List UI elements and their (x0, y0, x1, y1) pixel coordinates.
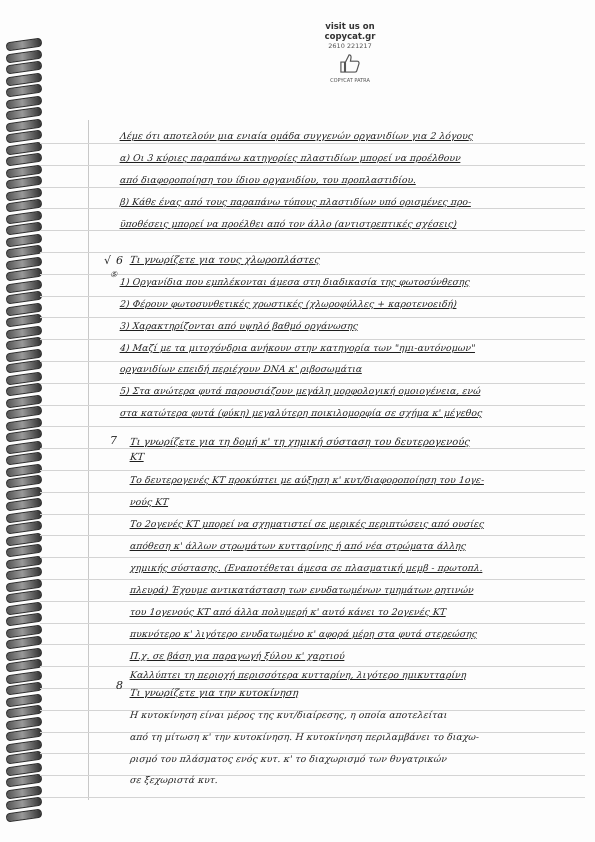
text-line: πυκνότερο κ' λιγότερο ενυδατωμένο κ' αφορά μέρη στα φυτά στερεώσης (129, 629, 478, 640)
ruled-line (40, 143, 585, 144)
ruled-line (40, 666, 585, 667)
ruled-line (40, 775, 585, 776)
text-line: οργανιδίων επειδή περιέχουν DNA κ' ριβοσωμάτια (119, 364, 363, 375)
ruled-line (40, 296, 585, 297)
q6-number: 6 (116, 254, 123, 267)
stamp-phone: 2610 221217 (328, 42, 372, 50)
text-line: στα κατώτερα φυτά (φύκη) μεγαλύτερη ποικιλομορφία σε σχήμα κ' μέγεθος (119, 408, 483, 419)
question-6-title: Τι γνωρίζετε για τους χλωροπλάστες (129, 255, 321, 266)
ruled-line (40, 448, 585, 449)
text-line: νούς ΚΤ (129, 497, 170, 508)
ruled-line (40, 644, 585, 645)
text-line: χημικής σύστασης. (Εναποτέθεται άμεσα σε πλασματική μεμβ - πρωτοπλ. (129, 563, 484, 574)
text-line: πλευρά) Έχουμε αντικατάσταση των ενυδατωμένων τμημάτων ρητινών (129, 585, 475, 596)
q7-number: 7 (110, 434, 117, 447)
text-line: ϋποθέσεις μπορεί να προέλθει από τον άλλο (αντιστρεπτικές σχέσεις) (119, 219, 458, 230)
spiral-ring (6, 808, 43, 822)
text-line: β) Κάθε ένας από τους παραπάνω τύπους πλαστιδίων υπό ορισμένες προ- (119, 197, 472, 208)
q6-circle-mark: ⑤ (110, 270, 118, 279)
ruled-line (40, 426, 585, 427)
text-line: 4) Μαζί με τα μιτοχόνδρια ανήκουν στην κατηγορία των "ημι-αυτόνομων" (119, 343, 476, 354)
copycat-stamp (318, 22, 382, 84)
text-line: Το δευτερογενές ΚΤ προκύπτει με αύξηση κ' κυτ/διαφοροποίηση του 1ογε- (129, 475, 485, 486)
ruled-line (40, 208, 585, 209)
text-line: από διαφοροποίηση του ίδιου οργανιδίου, του προπλαστιδίου. (119, 175, 417, 186)
text-line: του 1ογενούς ΚΤ από άλλα πολυμερή κ' αυτό κάνει το 2ογενές ΚΤ (129, 607, 447, 618)
text-line: α) Οι 3 κύριες παραπάνω κατηγορίες πλαστιδίων μπορεί να προέλθουν (119, 153, 462, 164)
q6-check-mark: √ (104, 254, 112, 267)
text-line: Καλλύπτει τη περιοχή περισσότερα κυτταρίνη, λιγότερο ημικυτταρίνη (129, 670, 467, 681)
ruled-line (40, 579, 585, 580)
text-line: 1) Οργανίδια που εμπλέκονται άμεσα στη διαδικασία της φωτοσύνθεσης (119, 277, 471, 288)
text-line: 2) Φέρουν φωτοσυνθετικές χρωστικές (χλωροφύλλες + καροτενοειδή) (119, 299, 458, 310)
text-line: σε ξεχωριστά κυτ. (129, 775, 219, 786)
ruled-line (40, 317, 585, 318)
ruled-line (40, 339, 585, 340)
ruled-line (40, 361, 585, 362)
q8-number: 8 (116, 679, 123, 692)
text-line: Π.χ. σε βάση για παραγωγή ξύλου κ' χαρτιού (129, 651, 346, 662)
question-8-title: Τι γνωρίζετε για την κυτοκίνηση (129, 688, 300, 699)
text-line: 3) Χαρακτηρίζονται από υψηλό βαθμό οργάνωσης (119, 321, 359, 332)
text-line: Λέμε ότι αποτελούν μια ενιαία ομάδα συγγενών οργανιδίων για 2 λόγους (119, 131, 474, 142)
text-line: από τη μίτωση κ' την κυτοκίνηση. Η κυτοκίνηση περιλαμβάνει το διαχω- (129, 732, 480, 743)
ruled-line (40, 492, 585, 493)
text-line: ΚΤ (129, 452, 145, 463)
ruled-line (40, 383, 585, 384)
ruled-line (40, 623, 585, 624)
ruled-line (40, 274, 585, 275)
stamp-site: copycat.gr (324, 32, 376, 42)
ruled-line (40, 230, 585, 231)
ruled-line (40, 405, 585, 406)
ruled-line (40, 252, 585, 253)
text-line: ρισμό του πλάσματος ενός κυτ. κ' το διαχωρισμό των θυγατρικών (129, 754, 448, 765)
text-line: 5) Στα ανώτερα φυτά παρουσιάζουν μεγάλη μορφολογική ομοιογένεια, ενώ (119, 386, 482, 397)
stamp-brand: COPYCAT PATRA (330, 78, 370, 84)
ruled-line (40, 470, 585, 471)
ruled-line (40, 601, 585, 602)
text-line: Το 2ογενές ΚΤ μπορεί να σχηματιστεί σε μερικές περιπτώσεις από ουσίες (129, 519, 485, 530)
ruled-line (40, 165, 585, 166)
ruled-line (40, 514, 585, 515)
thumbs-up-icon (339, 53, 361, 73)
ruled-line (40, 535, 585, 536)
ruled-line (40, 797, 585, 798)
text-line: απόθεση κ' άλλων στρωμάτων κυτταρίνης ή από νέα στρώματα άλλης (129, 541, 467, 552)
margin-line (88, 120, 89, 800)
stamp-visit-label: visit us on (325, 22, 375, 32)
question-7-title: Τι γνωρίζετε για τη δομή κ' τη χημική σύσταση του δευτερογενούς (129, 437, 471, 448)
text-line: Η κυτοκίνηση είναι μέρος της κυτ/διαίρεσης, η οποία αποτελείται (129, 710, 448, 721)
ruled-line (40, 557, 585, 558)
spiral-binding (6, 40, 40, 830)
ruled-line (40, 187, 585, 188)
